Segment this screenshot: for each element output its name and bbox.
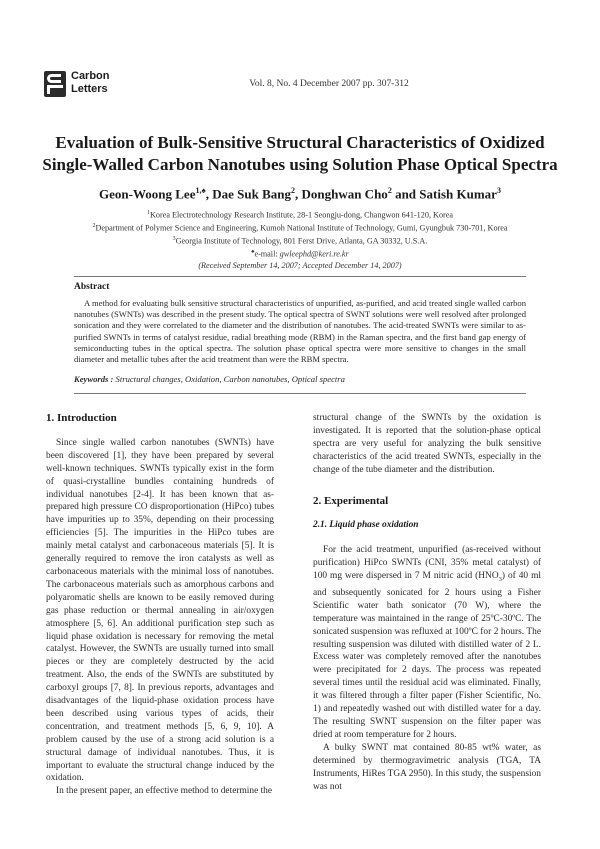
section-heading-experimental: 2. Experimental	[313, 494, 389, 507]
exp-p1-part-b: ) of 40 ml and subsequently sonicated for 2 hours using a Fisher Scientific water bath sonicator (70 W), where the temperature was maintained in the range of 25ºC-30ºC. The sonicated suspension was refluxed at 100ºC for 2 hours. The resulting suspension was diluted with distilled water of 2 L. Excess water was completely removed after the nanotubes were precipitated for 2 days. The process was repeated several times until the residual acid was eliminated. Finally, it was filtered through a filter paper (Fisher Scientific, No. 1) and repeatedly washed out with distilled water for a day. The resulting SWNT suspension on the filter paper was dried at room temperature for 2 hours.	[313, 571, 541, 740]
subsection-heading-liquid-phase-oxidation: 2.1. Liquid phase oxidation	[313, 520, 419, 531]
email-address: gwleephd@keri.re.kr	[279, 249, 349, 259]
right-column	[313, 412, 541, 793]
received-dates: (Received September 14, 2007; Accepted December 14, 2007)	[198, 261, 402, 271]
left-column	[46, 412, 274, 798]
author-separator: ,	[294, 186, 302, 202]
author-sup: 2	[387, 186, 392, 195]
author-separator: ,	[205, 186, 213, 202]
author-sup: 2	[290, 186, 295, 195]
affiliation-line	[0, 221, 600, 234]
author-name: Donghwan Cho	[301, 186, 388, 202]
abstract-bottom-rule	[74, 393, 526, 394]
affiliation-text: Korea Electrotechnology Research Institute, 28-1 Seongju-dong, Changwon 641-120, Korea	[149, 210, 454, 220]
journal-volume-info	[0, 79, 600, 89]
author-separator: and	[391, 186, 420, 202]
author-name: Dae Suk Bang	[212, 186, 291, 202]
author-name: Satish Kumar	[419, 186, 497, 202]
author-name: Geon-Woong Lee	[99, 186, 196, 202]
affiliation-sup: 1	[146, 210, 150, 216]
experimental-paragraph-1	[313, 544, 541, 741]
keywords	[74, 374, 526, 384]
affiliations	[0, 208, 600, 271]
intro-paragraph-2: In the present paper, an effective method to determine the	[56, 786, 273, 797]
title-line-1: Evaluation of Bulk-Sensitive Structural Characteristics of Oxidized	[55, 133, 545, 152]
email-line	[0, 247, 600, 260]
author-sup: 3	[496, 186, 501, 195]
author-sup: 1,♠	[195, 186, 206, 195]
experimental-paragraph-2: A bulky SWNT mat contained 80-85 wt% water, as determined by thermogravimetric analysis (TGA, TA Instruments, HiRes TGA 2950). In this study, the suspension was not	[313, 742, 541, 792]
email-sup: ♠	[251, 249, 255, 256]
affiliation-line	[0, 208, 600, 221]
intro-paragraph-1: Since single walled carbon nanotubes (SWNTs) have been discovered [1], they have been prepared by several well-known techniques. SWNTs typically exist in the form of quasi-crystalline bundles containing hundreds of individual nanotubes [2-4]. It has been known that as-prepared high pressure CO disproportionation (HiPco) tubes have impurities up to 35%, depending on their processing efficiencies [5]. The impurities in the HiPco tubes are mainly metal catalyst and carbonaceous materials [5]. It is generally required to remove the iron catalysts as well as carbonaceous materials with the minimal loss of nanotubes. The carbonaceous materials such as amorphous carbons and polyaromatic shells are known to be easily removed during gas phase reduction or thermal annealing in air/oxygen atmosphere [5, 6]. An additional purification step such as liquid phase oxidation is necessary for removing the metal catalyst. However, the SWNTs are usually turned into small pieces or they are completely destructed by the acid treatment. Also, the ends of the SWNTs are substituted by carboxyl groups [7, 8]. In previous reports, advantages and disadvantages of the liquid-phase oxidation process have been described using various types of acids, their concentration, and treatment methods [5, 6, 9, 10]. A problem caused by the use of a strong acid solution is a structural damage of individual nanotubes. Thus, it is important to evaluate the structural change induced by the oxidation.	[46, 437, 274, 784]
logo-line-2: Letters	[71, 83, 108, 95]
title-line-2: Single-Walled Carbon Nanotubes using Solution Phase Optical Spectra	[42, 155, 558, 174]
intro-continuation: structural change of the SWNTs by the oxidation is investigated. It is reported that the solution-phase optical spectra are very useful for analyzing the bulk sensitive characteristics of the acid treated SWNTs, especially in the change of the tube diameter and the distribution.	[313, 413, 541, 475]
exp-p1-subscript: 3	[498, 576, 502, 584]
logo-line-1: Carbon	[71, 70, 110, 82]
affiliation-sup: 2	[92, 223, 96, 230]
keywords-label: Keywords :	[74, 374, 114, 384]
affiliation-text: Department of Polymer Science and Engineering, Kumoh National Institute of Technology, Gumi, Gyungbuk 730-701, Korea	[95, 223, 508, 233]
abstract-body: A method for evaluating bulk sensitive structural characteristics of unpurified, as-purified, and acid treated single walled carbon nanotubes (SWNTs) was described in the present study. The optical spectra of SWNT solutions were well resolved after prolonged sonication and they were correlated to the diameter and the distribution of nanotubes. The acid-treated SWNTs were similar to as-purified SWNTs in terms of catalyst residue, radial breathing mode (RBM) in the Raman spectra, and the first band gap energy of semiconducting tubes in the optical spectra. The solution phase optical spectra were more sensitive to changes in the small diameter and metallic tubes after the acid treatment than were the RBM spectra.	[74, 298, 526, 365]
abstract-heading: Abstract	[74, 282, 110, 292]
paper-title	[40, 132, 560, 176]
affiliation-line	[0, 234, 600, 247]
affiliation-text: Georgia Institute of Technology, 801 Ferst Drive, Atlanta, GA 30332, U.S.A.	[175, 236, 428, 246]
journal-info-text: Vol. 8, No. 4 December 2007 pp. 307-312	[249, 79, 409, 89]
abstract-top-rule	[74, 276, 526, 277]
author-list	[0, 186, 600, 202]
keywords-list: Structural changes, Oxidation, Carbon nanotubes, Optical spectra	[113, 374, 345, 384]
affiliation-sup: 3	[172, 236, 176, 243]
exp-p1-part-a: For the acid treatment, unpurified (as-received without purification) HiPco SWNTs (CNI, 35% metal catalyst) of 100 mg were dispersed in 7 M nitric acid (HNO	[313, 545, 541, 582]
section-heading-introduction: 1. Introduction	[46, 412, 117, 424]
email-label: e-mail:	[254, 249, 280, 259]
